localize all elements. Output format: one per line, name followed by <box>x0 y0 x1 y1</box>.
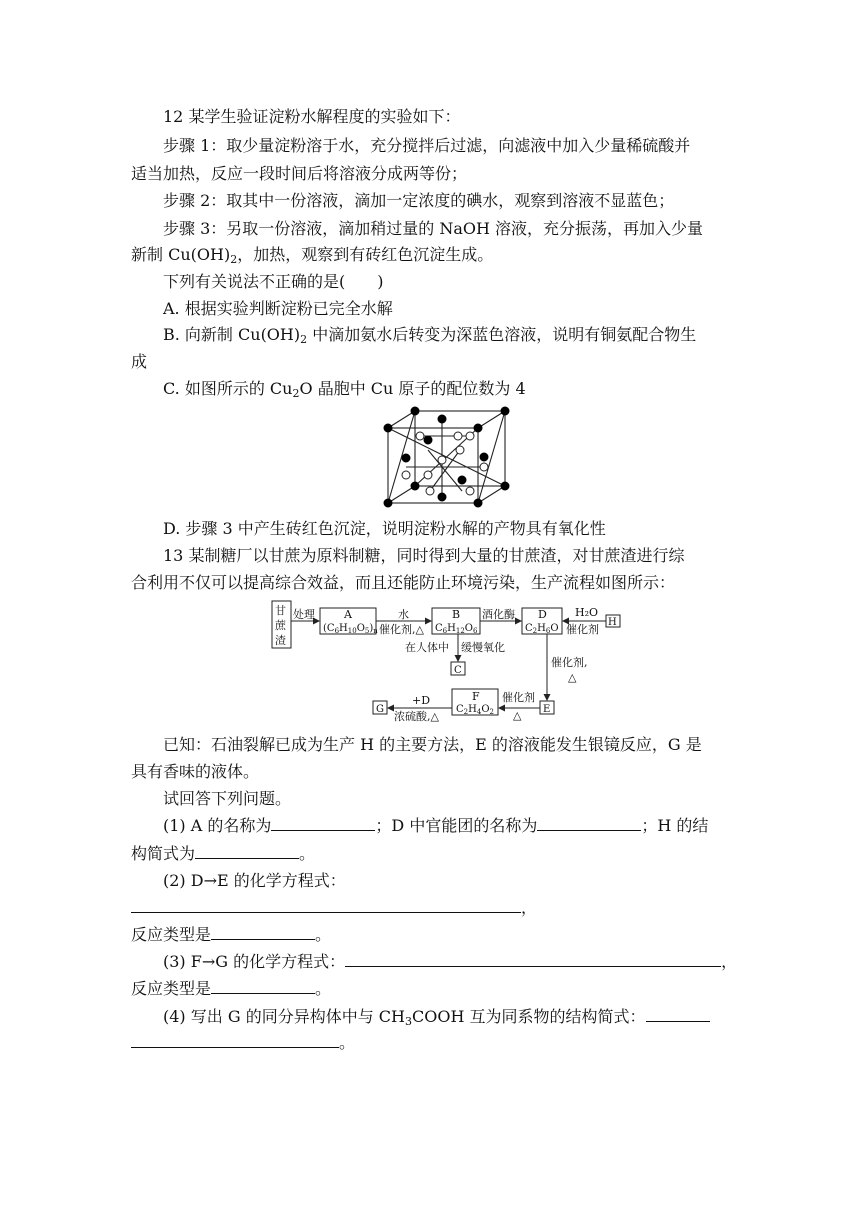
answer-blank-d-group[interactable] <box>537 814 641 831</box>
flow-conc-acid-label: 浓硫酸,△ <box>394 710 439 722</box>
q12-step1-line2: 适当加热，反应一段时间后将溶液分成两等份； <box>131 164 468 183</box>
flow-in-body-label: 在人体中 <box>405 641 449 654</box>
flow-start-char1: 甘 <box>275 604 286 617</box>
q13-part1-line1: (1) A 的名称为 ；D 中官能团的名称为 ；H 的结 <box>163 816 709 835</box>
flow-node-d-formula: $C_2H_6O$ <box>525 623 559 635</box>
q13-intro-line1: 13 某制糖厂以甘蔗为原料制糖，同时得到大量的甘蔗渣，对甘蔗渣进行综 <box>163 546 685 565</box>
q13-part1-line2: 构简式为 。 <box>131 844 316 863</box>
production-flow-diagram <box>270 598 630 722</box>
flow-cat-heat-label: 催化剂,△ <box>379 623 424 636</box>
answer-blank-d-to-e-equation[interactable] <box>131 896 521 913</box>
flow-cat-label: 催化剂 <box>566 623 599 636</box>
q13-part4-line2: 。 <box>131 1031 731 1055</box>
answer-blank-homolog-2[interactable] <box>131 1031 339 1048</box>
answer-blank-f-to-g-equation[interactable] <box>345 950 721 967</box>
q13-part2-type-line: 反应类型是 。 <box>131 925 332 944</box>
flow-start-char2: 蔗 <box>275 619 286 632</box>
q12-option-d: D. 步骤 3 中产生砖红色沉淀，说明淀粉水解的产物具有氧化性 <box>163 519 606 538</box>
flow-node-c: C <box>454 665 462 676</box>
flow-node-a-formula: $(C_6H_{10}O_5)_n$ <box>323 623 378 635</box>
q13-ask: 试回答下列问题。 <box>163 789 292 808</box>
q13-known-line2: 具有香味的液体。 <box>131 762 260 781</box>
q13-intro-line2: 合利用不仅可以提高综合效益，而且还能防止环境污染，生产流程如图所示： <box>131 573 676 592</box>
flow-enzyme-label: 酒化酶 <box>482 608 515 621</box>
flow-node-a: A <box>344 608 352 621</box>
flow-node-e: E <box>543 704 551 715</box>
flow-node-f-formula: $C_2H_4O_2$ <box>456 704 494 716</box>
q12-step2: 步骤 2：取其中一份溶液，滴加一定浓度的碘水，观察到溶液不显蓝色； <box>163 191 675 210</box>
flow-cat2-label: 催化剂 <box>502 691 535 704</box>
q12-step1-line1: 步骤 1：取少量淀粉溶于水，充分搅拌后过滤，向滤液中加入少量稀硫酸并 <box>163 136 691 155</box>
answer-blank-f-to-g-type[interactable] <box>211 977 315 994</box>
flow-start-char3: 渣 <box>275 634 286 647</box>
q13-part4-line1: (4) 写出 G 的同分异构体中与 $CH_3COOH$ 互为同系物的结构简式： <box>163 1005 763 1029</box>
q12-title: 12 某学生验证淀粉水解程度的实验如下： <box>163 107 461 126</box>
flow-slow-ox-label: 缓慢氧化 <box>461 641 505 654</box>
cu2o-unit-cell-figure <box>380 405 516 511</box>
flow-node-b-formula: $C_6H_{12}O_6$ <box>435 623 478 635</box>
flow-node-f: F <box>472 690 480 703</box>
answer-blank-a-name[interactable] <box>271 814 375 831</box>
q12-prompt: 下列有关说法不正确的是( ) <box>163 272 384 291</box>
q13-part2-equation-line: ， <box>131 896 731 920</box>
q13-part3-type-line: 反应类型是 。 <box>131 979 332 998</box>
flow-process-label: 处理 <box>293 608 315 621</box>
flow-cat-comma-label: 催化剂, <box>551 656 588 669</box>
flow-node-h: H <box>608 617 617 628</box>
q13-part3-line: (3) F→G 的化学方程式： ， <box>163 952 738 971</box>
q12-option-c: C. 如图所示的 $Cu_2O$ 晶胞中 Cu 原子的配位数为 4 <box>163 379 526 400</box>
answer-blank-h-structure[interactable] <box>195 842 299 859</box>
flow-delta2-label: △ <box>513 709 522 722</box>
q13-part2: (2) D→E 的化学方程式： <box>163 871 346 890</box>
answer-blank-d-to-e-type[interactable] <box>211 923 315 940</box>
answer-blank-homolog-1[interactable] <box>646 1005 710 1022</box>
flow-water-label: 水 <box>398 608 409 621</box>
q13-known-line1: 已知：石油裂解已成为生产 H 的主要方法，E 的溶液能发生银镜反应，G 是 <box>163 735 702 754</box>
flow-node-b: B <box>452 608 461 621</box>
flow-plus-d-label: +D <box>412 694 431 707</box>
flow-node-g: G <box>376 704 384 715</box>
flow-delta-label: △ <box>568 671 577 684</box>
flow-node-d: D <box>538 608 547 621</box>
q12-step3-line1: 步骤 3：另取一份溶液，滴加稍过量的 NaOH 溶液，充分振荡，再加入少量 <box>163 219 704 238</box>
q12-option-a: A. 根据实验判断淀粉已完全水解 <box>163 299 393 318</box>
q12-option-b-cont: 成 <box>131 352 148 371</box>
flow-h2o-label: H₂O <box>575 606 599 619</box>
q12-option-b: B. 向新制 $Cu(OH)_2$ 中滴加氨水后转变为深蓝色溶液，说明有铜氨配合物生 <box>163 325 697 346</box>
q12-step3-line2: 新制 $Cu(OH)_2$，加热，观察到有砖红色沉淀生成。 <box>131 245 494 266</box>
